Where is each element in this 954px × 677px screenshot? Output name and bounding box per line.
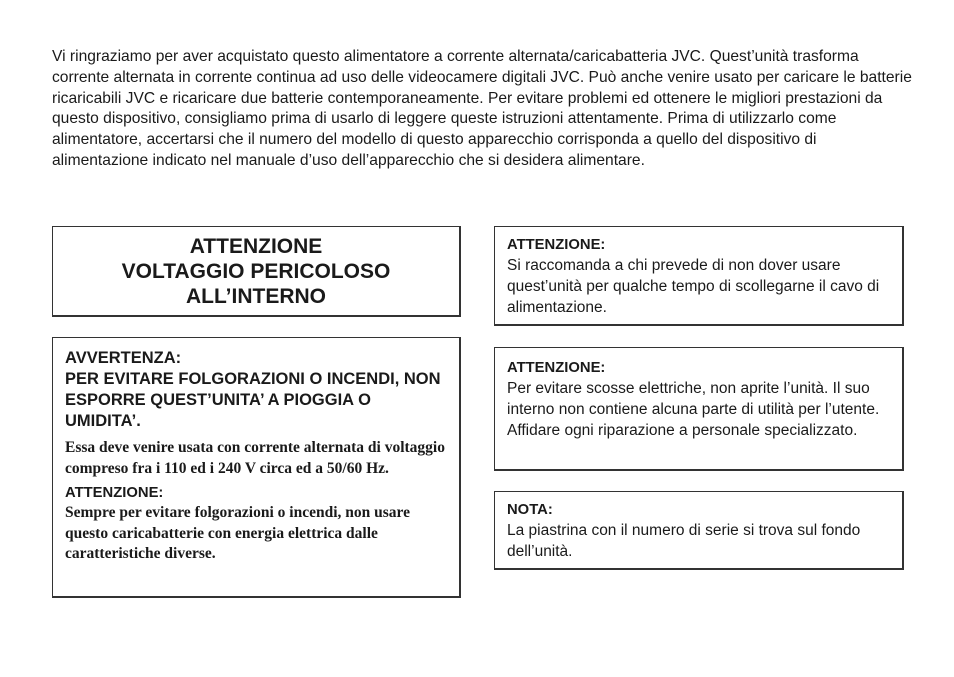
warning-voltage-text: Essa deve venire usata con corrente alternata di voltaggio compreso fra i 110 ed i 240 V circa ed a 50/60 Hz.	[65, 439, 445, 477]
caution-shock-title: ATTENZIONE:	[507, 360, 606, 376]
caution-shock-box	[494, 347, 904, 471]
danger-line-2: VOLTAGGIO PERICOLOSO	[121, 260, 391, 283]
warning-headline: PER EVITARE FOLGORAZIONI O INCENDI, NON ESPORRE QUEST’UNITA’ A PIOGGIA O UMIDITA’.	[65, 370, 441, 430]
note-text: La piastrina con il numero di serie si trova sul fondo dell’unità.	[507, 522, 861, 560]
intro-paragraph: Vi ringraziamo per aver acquistato questo alimentatore a corrente alternata/caricabatteria JVC. Quest’unità trasforma corrente alternata in corrente continua ad uso delle videocamere digitali JVC. Può anche venire usato per caricare le batterie ricaricabili JVC e ricaricare due batterie contemporaneamente. Per evitare problemi ed ottenere le migliori prestazioni da questo dispositivo, consigliamo prima di usarlo di leggere queste istruzioni attentamente. Prima di utilizzarlo come alimentatore, accertarsi che il numero del modello di questo apparecchio corrisponda a quello del dispositivo di alimentazione indicato nel manuale d’uso dell’apparecchio che si desidera alimentare.	[52, 48, 912, 169]
warning-caution-text: Sempre per evitare folgorazioni o incendi, non usare questo caricabatterie con energia elettrica dalle caratteristiche diverse.	[65, 504, 411, 562]
caution-shock-text: Per evitare scosse elettriche, non aprite l’unità. Il suo interno non contiene alcuna parte di utilità per l’utente. Affidare ogni riparazione a personale specializzato.	[507, 380, 880, 439]
note-title: NOTA:	[507, 502, 553, 518]
caution-unplug-box	[494, 226, 904, 326]
danger-voltage-box	[52, 226, 461, 317]
danger-line-3: ALL’INTERNO	[186, 285, 326, 308]
warning-caution-title: ATTENZIONE:	[65, 485, 164, 501]
caution-unplug-text: Si raccomanda a chi prevede di non dover usare quest’unità per qualche tempo di scollegarne il cavo di alimentazione.	[507, 257, 880, 316]
caution-unplug-title: ATTENZIONE:	[507, 237, 606, 253]
warning-box	[52, 337, 461, 598]
note-serial-box	[494, 491, 904, 570]
danger-line-1: ATTENZIONE	[189, 235, 323, 258]
warning-title: AVVERTENZA:	[65, 349, 182, 367]
